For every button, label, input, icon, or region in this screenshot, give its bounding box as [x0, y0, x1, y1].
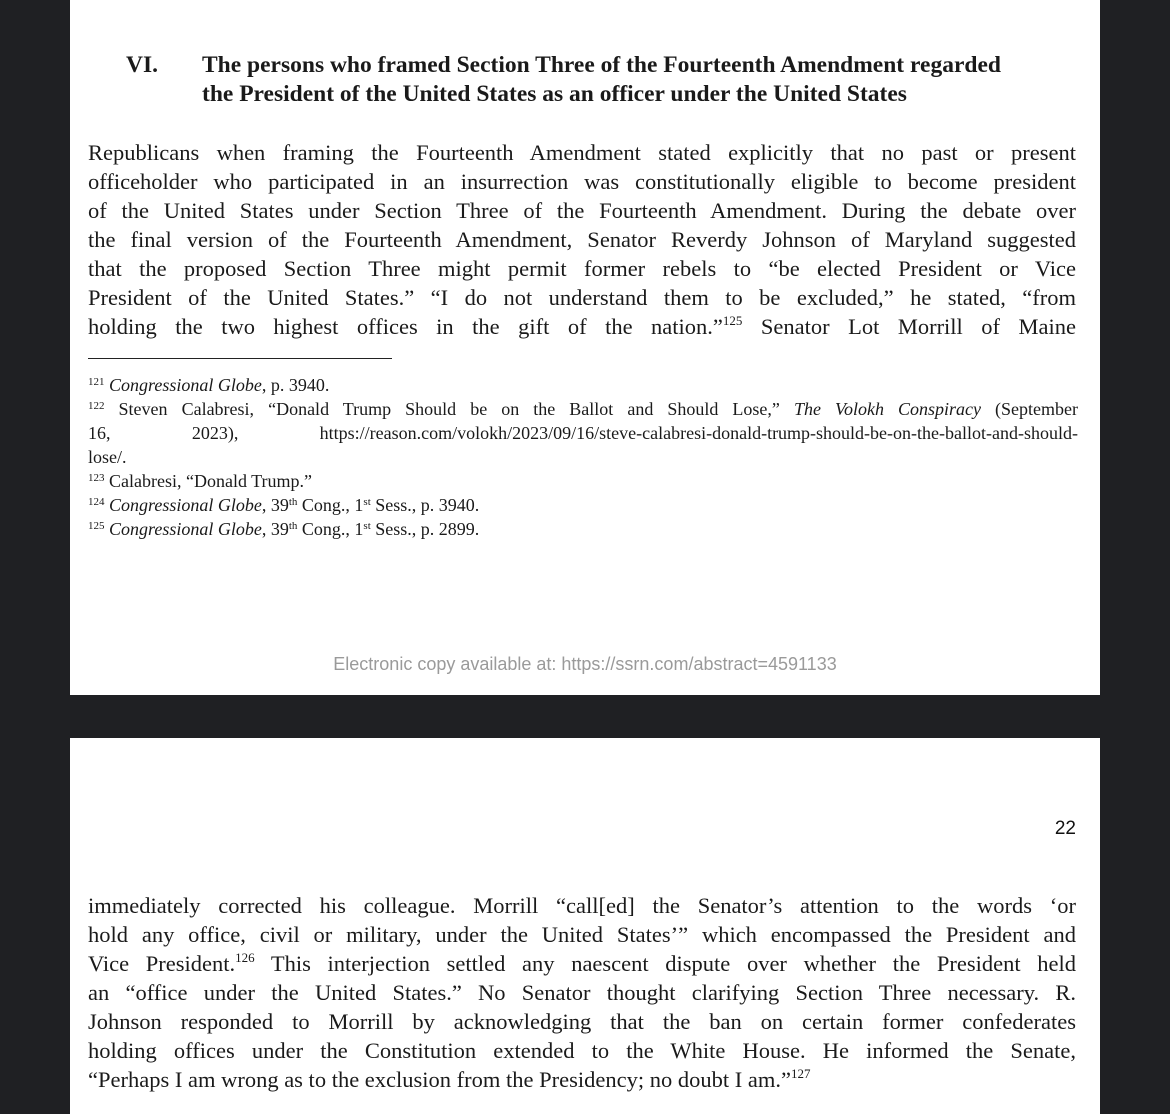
footnote-text: Cong., 1 [297, 495, 364, 515]
body-text-segment: “Perhaps I am wrong as to the exclusion from the Presidency; no doubt I am.” [88, 1067, 791, 1092]
footnote-number: 122 [88, 400, 105, 412]
body-text-segment: This interjection settled any naescent dispute over whether the President held [254, 951, 1076, 976]
body-paragraph [88, 138, 1076, 341]
footnote-number: 123 [88, 472, 105, 484]
body-line: the final version of the Fourteenth Amendment, Senator Reverdy Johnson of Maryland suggested [88, 227, 1076, 252]
footnote-number: 125 [88, 520, 105, 532]
footnote-reference[interactable]: 126 [235, 950, 255, 965]
footnotes [88, 373, 1078, 541]
footnote-link-end[interactable]: lose/. [88, 447, 127, 467]
footnote-text: Sess., p. 2899. [370, 519, 480, 539]
footnote-text: Steven Calabresi, “Donald Trump Should be on the Ballot and Should Lose,” [118, 399, 794, 419]
body-line [88, 949, 1076, 978]
section-title-line-2: the President of the United States as an officer under the United States [202, 81, 907, 107]
footnote-title: Congressional Globe [109, 375, 262, 395]
document-page-1 [70, 0, 1100, 695]
footnote-text: Cong., 1 [297, 519, 364, 539]
section-heading [126, 51, 1086, 109]
ordinal-suffix: th [288, 520, 298, 532]
footnote-122 [88, 397, 1078, 469]
ssrn-notice: Electronic copy available at: https://ssrn.com/abstract=4591133 [333, 654, 837, 674]
page-number: 22 [1054, 818, 1076, 839]
section-title-line-1: The persons who framed Section Three of the Fourteenth Amendment regarded [202, 52, 1001, 78]
footnote-text: , 39 [261, 495, 289, 515]
footnote-121 [88, 373, 1078, 397]
footnote-125 [88, 517, 1078, 541]
body-line: of the United States under Section Three of the Fourteenth Amendment. During the debate over [88, 198, 1076, 223]
footnote-123 [88, 469, 1078, 493]
footnote-text: Sess., p. 3940. [370, 495, 480, 515]
footnote-reference[interactable]: 125 [722, 313, 743, 328]
body-line: immediately corrected his colleague. Morrill “call[ed] the Senator’s attention to the words ‘or [88, 893, 1076, 918]
body-line: Republicans when framing the Fourteenth Amendment stated explicitly that no past or present [88, 140, 1076, 165]
document-page-2 [70, 738, 1100, 1114]
footnote-text: (September [981, 399, 1079, 419]
body-line [88, 1065, 1076, 1094]
body-text-segment: Senator Lot Morrill of Maine [742, 314, 1076, 339]
body-paragraph [88, 891, 1076, 1094]
body-line: hold any office, civil or military, under the United States’” which encompassed the President and [88, 922, 1076, 947]
footnote-title: Congressional Globe [109, 495, 262, 515]
ordinal-suffix: st [363, 520, 371, 532]
footnote-title: Congressional Globe [109, 519, 262, 539]
footnote-title: The Volokh Conspiracy [793, 399, 981, 419]
body-line: Johnson responded to Morrill by acknowledging that the ban on certain former confederates [88, 1009, 1076, 1034]
footnote-line [88, 397, 1078, 421]
body-text-segment: holding the two highest offices in the gift of the nation.” [88, 314, 723, 339]
footnote-124 [88, 493, 1078, 517]
footnote-number: 121 [88, 376, 105, 388]
body-line: officeholder who participated in an insurrection was constitutionally eligible to become president [88, 169, 1076, 194]
ordinal-suffix: th [288, 496, 298, 508]
footnote-text: Calabresi, “Donald Trump.” [109, 471, 312, 491]
footnote-text: , p. 3940. [261, 375, 330, 395]
footnote-text: , 39 [261, 519, 289, 539]
body-line: that the proposed Section Three might permit former rebels to “be elected President or Vice [88, 256, 1076, 281]
body-line [88, 312, 1076, 341]
footnote-reference[interactable]: 127 [790, 1066, 811, 1081]
body-line: an “office under the United States.” No Senator thought clarifying Section Three necessary. R. [88, 980, 1076, 1005]
body-line: holding offices under the Constitution extended to the White House. He informed the Senate, [88, 1038, 1076, 1063]
body-line: President of the United States.” “I do not understand them to be excluded,” he stated, “from [88, 285, 1076, 310]
footnote-number: 124 [88, 496, 105, 508]
body-text-segment: Vice President. [88, 951, 236, 976]
ordinal-suffix: st [363, 496, 371, 508]
section-number: VI. [126, 52, 158, 78]
footnote-separator [88, 358, 392, 359]
footnote-link[interactable]: 16, 2023), https://reason.com/volokh/2023/09/16/steve-calabresi-donald-trump-should-be-on-the-ballot-and-should- [88, 423, 1078, 443]
